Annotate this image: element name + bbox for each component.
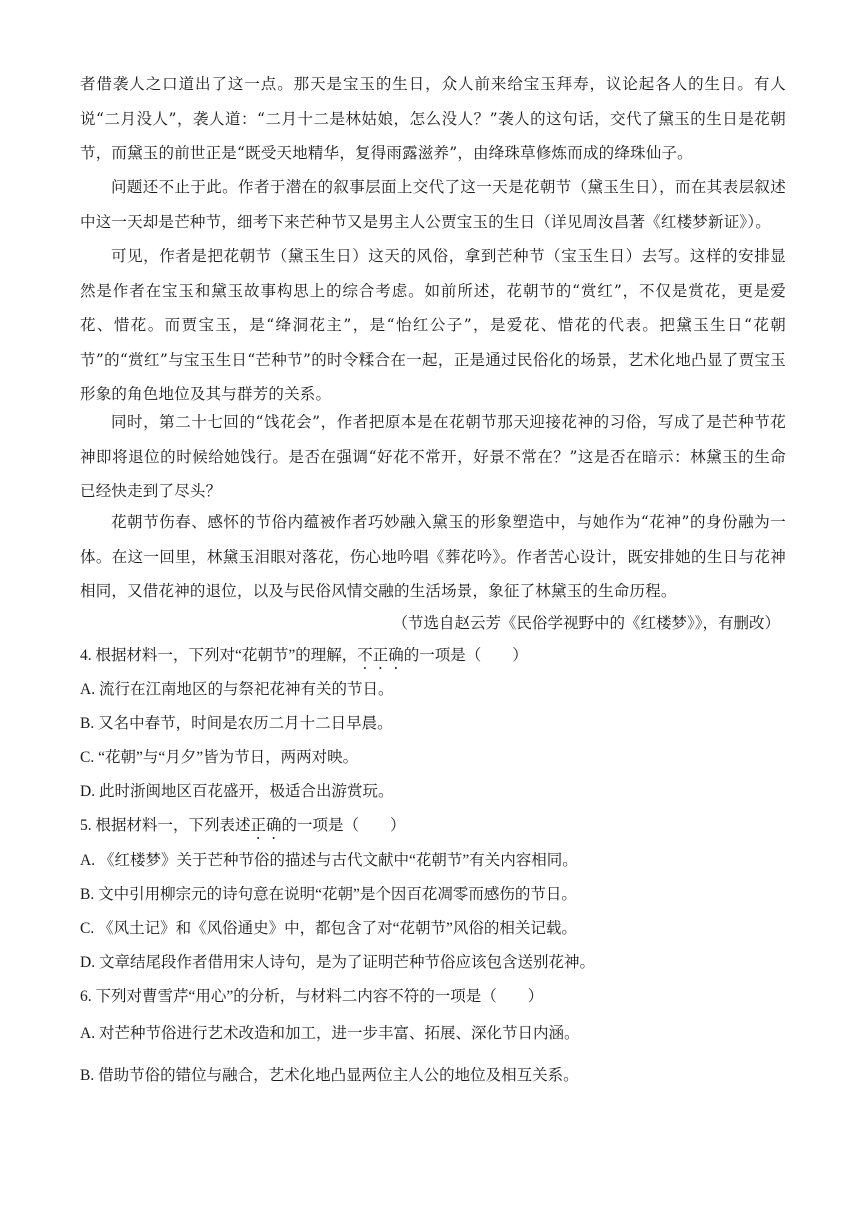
question-4-stem: [80, 645, 786, 673]
q5-stem-text: 5. 根据材料一，下列表述: [80, 817, 251, 834]
q4-option-c: C. “花朝”与“月夕”皆为节日，两两对映。: [80, 749, 359, 766]
q4-emphasis-text: 不正确: [357, 647, 404, 664]
source-citation: （节选自赵云芳《民俗学视野中的《红楼梦》》，有删改）: [392, 614, 780, 632]
paragraph-4: 同时，第二十七回的“饯花会”，作者把原本是在花朝节那天迎接花神的习俗，写成了是芒种节花神即将退位的时候给她饯行。是否在强调“好花不常开，好景不常在？”这是否在暗示：林黛玉的生命已经快走到了尽头？: [80, 413, 786, 500]
q5-option-c: C. 《风土记》和《风俗通史》中，都包含了对“花朝节”风俗的相关记载。: [80, 920, 577, 937]
q6-option-a: A. 对芒种节俗进行艺术改造和加工，进一步丰富、拓展、深化节日内涵。: [80, 1025, 580, 1042]
q5-stem-end: 的一项是（ ）: [281, 817, 406, 834]
paragraph-3: 可见，作者是把花朝节（黛玉生日）这天的风俗，拿到芒种节（宝玉生日）去写。这样的安排显然是作者在宝玉和黛玉故事构思上的综合考虑。如前所述，花朝节的“赏红”，不仅是赏花，更是爱花、惜花。而贾宝玉，是“绛洞花主”，是“怡红公子”，是爱花、惜花的代表。把黛玉生日“花朝节”的“赏红”与宝玉生日“芒种节”的时令糅合在一起，正是通过民俗化的场景，艺术化地凸显了贾宝玉形象的角色地位及其与群芳的关系。: [80, 247, 786, 403]
q5-option-b: B. 文中引用柳宗元的诗句意在说明“花朝”是个因百花凋零而感伤的节日。: [80, 886, 577, 903]
question-6-stem: 6. 下列对曹雪芹“用心”的分析，与材料二内容不符的一项是（ ）: [80, 988, 544, 1005]
q4-option-b: B. 又名中春节，时间是农历二月十二日早晨。: [80, 715, 393, 732]
q6-option-b: B. 借助节俗的错位与融合，艺术化地凸显两位主人公的地位及相互关系。: [80, 1067, 579, 1084]
question-5-stem: [80, 815, 786, 843]
q5-emphasis-text: 正确: [250, 817, 282, 834]
paragraph-2: 问题还不止于此。作者于潜在的叙事层面上交代了这一天是花朝节（黛玉生日），而在其表层叙述中这一天却是芒种节，细考下来芒种节又是男主人公贾宝玉的生日（详见周汝昌著《红楼梦新证》）。: [80, 178, 786, 231]
q4-option-a: A. 流行在江南地区的与祭祀花神有关的节日。: [80, 681, 394, 698]
paragraph-5: 花朝节伤春、感怀的节俗内蕴被作者巧妙融入黛玉的形象塑造中，与她作为“花神”的身份融为一体。在这一回里，林黛玉泪眼对落花，伤心地吟唱《葬花吟》。作者苦心设计，既安排她的生日与花神相同，又借花神的退位，以及与民俗风情交融的生活场景，象征了林黛玉的生命历程。: [80, 513, 786, 600]
q4-stem-text: 4. 根据材料一，下列对“花朝节”的理解，: [80, 647, 358, 664]
paragraph-1: 者借袭人之口道出了这一点。那天是宝玉的生日，众人前来给宝玉拜寿，议论起各人的生日。有人说“二月没人”，袭人道：“二月十二是林姑娘，怎么没人？”袭人的这句话，交代了黛玉的生日是花朝节，而黛玉的前世正是“既受天地精华，复得雨露滋养”，由绛珠草修炼而成的绛珠仙子。: [80, 75, 786, 162]
q4-option-d: D. 此时浙闽地区百花盛开，极适合出游赏玩。: [80, 783, 394, 800]
q5-option-a: A. 《红楼梦》关于芒种节俗的描述与古代文献中“花朝节”有关内容相同。: [80, 852, 578, 869]
q5-option-d: D. 文章结尾段作者借用宋人诗句，是为了证明芒种节俗应该包含送别花神。: [80, 954, 595, 971]
q4-stem-end: 的一项是（ ）: [403, 647, 528, 664]
